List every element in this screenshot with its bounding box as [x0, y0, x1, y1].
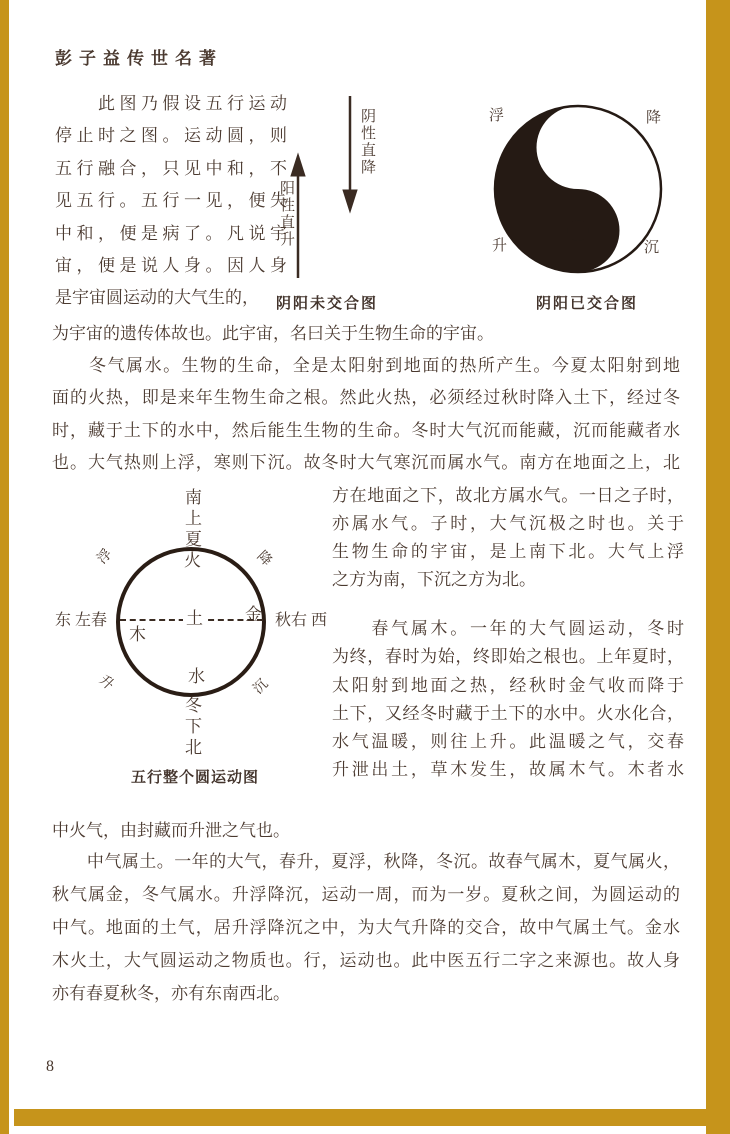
- book-series-title: 彭子益传世名著: [55, 49, 223, 68]
- text-line: 是宇宙圆运动的大气生的，: [55, 288, 259, 308]
- right-border-bar: [706, 0, 730, 1134]
- up-arrow-head-icon: [291, 154, 305, 176]
- float-label: 浮: [489, 108, 505, 124]
- ascend-corner-label: 升: [95, 672, 117, 694]
- ascend-label: 升: [492, 238, 508, 254]
- text-line: 水气温暖，则往上升。此温暖之气，交春: [332, 731, 684, 751]
- text-line: 土下，又经冬时藏于土下的水中。火水化合，: [332, 703, 684, 723]
- text-line: 之方为南，下沉之方为北。: [332, 570, 536, 590]
- text-line: 宙，便是说人身。因人身: [55, 255, 287, 275]
- winter-water-paragraph: [52, 318, 680, 479]
- text-line: 为宇宙的遗传体故也。此宇宙，名曰关于生物生命的宇宙。: [52, 324, 494, 343]
- sink-corner-label: 沉: [250, 676, 272, 698]
- text-line: 太阳射到地面之热，经秋时金气收而降于: [332, 675, 684, 695]
- wood-label: 木: [129, 625, 146, 644]
- earth-label: 土: [183, 610, 206, 628]
- east-left-spring-label: 东 左春: [55, 612, 108, 629]
- bottom-border-bar: [14, 1109, 730, 1126]
- fire-label: 火: [184, 551, 201, 570]
- yin-yang-uncombined-diagram: [273, 88, 403, 288]
- text-line: 生物生命的宇宙，是上南下北。大气上浮: [332, 542, 684, 562]
- descend-label: 降: [646, 110, 662, 126]
- text-line: 春气属木。一年的大气圆运动，冬时: [332, 619, 684, 639]
- text-line: 木火土，大气圆运动之物质也。行，运动也。此中医五行二字之来源也。故人身: [52, 951, 680, 970]
- five-elements-caption: 五行整个圆运动图: [131, 769, 260, 786]
- uncombined-diagram-caption: 阴阳未交合图: [276, 295, 379, 312]
- text-line: 秋气属金，冬气属水。升浮降沉，运动一周，而为一岁。夏秋之间，为圆运动的: [52, 885, 680, 904]
- descend-corner-label: 降: [253, 548, 275, 570]
- text-line: 见五行。五行一见，便失: [55, 191, 287, 211]
- five-elements-circle-diagram: [55, 488, 355, 800]
- combined-diagram-caption: 阴阳已交合图: [536, 295, 639, 312]
- winter-down-north-label: 冬下北: [182, 696, 201, 759]
- text-line: 五行融合，只见中和，不: [55, 158, 287, 178]
- right-column-text: [332, 482, 684, 784]
- text-line: 亦有春夏秋冬，亦有东南西北。: [52, 984, 290, 1003]
- yin-yang-combined-diagram: [487, 96, 673, 282]
- text-line: 亦属水气。子时，大气沉极之时也。关于: [332, 514, 684, 534]
- text-line: 此图乃假设五行运动: [55, 94, 287, 113]
- middle-qi-earth-paragraph: [52, 845, 680, 1010]
- text-line: 冬气属水。生物的生命，全是太阳射到地面的热所产生。今夏太阳射到地: [52, 356, 680, 376]
- water-label: 水: [188, 667, 205, 686]
- sink-label: 沉: [644, 240, 660, 256]
- south-up-summer-label: 南上夏: [182, 488, 201, 551]
- left-border-bar: [0, 0, 9, 1134]
- metal-label: 金: [245, 605, 262, 624]
- text-line: 时，藏于土下的水中，然后能生生物的生命。冬时大气沉而能藏，沉而能藏者水: [52, 420, 680, 440]
- yin-descends-label: 阴性直降: [359, 108, 375, 176]
- autumn-right-west-label: 秋右 西: [275, 612, 328, 629]
- page-number: 8: [46, 1058, 54, 1075]
- text-line: 中和，便是病了。凡说宇: [55, 223, 287, 243]
- yang-ascends-label: 阳性直升: [278, 180, 294, 248]
- text-line: 方在地面之下，故北方属水气。一日之子时，: [332, 486, 684, 505]
- text-line: 面的火热，即是来年生物生命之根。然此火热，必须经过秋时降入土下，经过冬: [52, 388, 680, 408]
- taiji-symbol: [492, 103, 664, 275]
- continuation-line: 中火气，由封藏而升泄之气也。: [52, 821, 290, 840]
- text-line: 停止时之图。运动圆，则: [55, 126, 287, 146]
- down-arrow-head-icon: [343, 190, 357, 212]
- text-line: 升泄出土，草木发生，故属木气。木者水: [332, 759, 684, 779]
- text-line: 也。大气热则上浮，寒则下沉。故冬时大气寒沉而属水气。南方在地面之上，北: [52, 452, 680, 472]
- float-corner-label: 浮: [94, 546, 116, 568]
- text-line: 为终，春时为始，终即始之根也。上年夏时，: [332, 647, 684, 667]
- intro-paragraph: [55, 88, 287, 315]
- text-line: 中气。地面的土气，居升浮降沉之中，为大气升降的交合，故中气属土气。金水: [52, 918, 680, 937]
- text-line: 中气属土。一年的大气，春升，夏浮，秋降，冬沉。故春气属木，夏气属火，: [52, 852, 680, 871]
